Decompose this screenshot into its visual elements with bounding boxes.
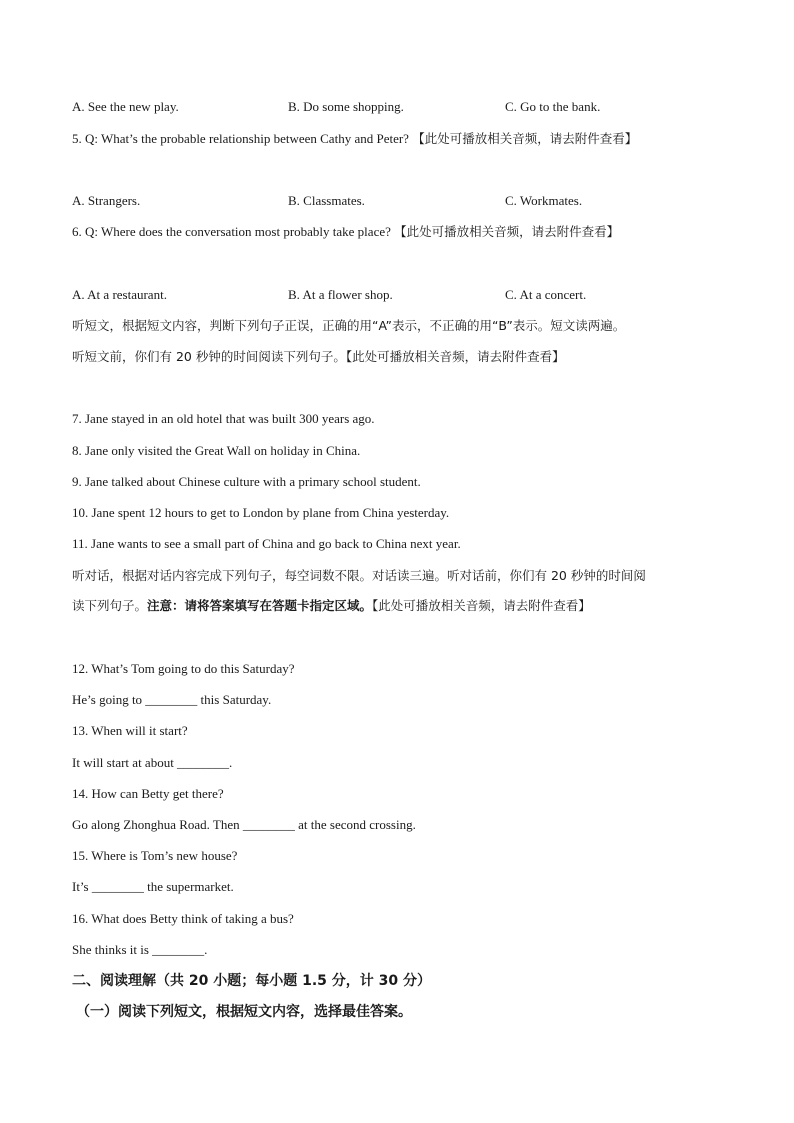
q5-option-a: A. Strangers.: [72, 193, 141, 208]
fill-audio-note: 【此处可播放相关音频，请去附件查看】: [372, 598, 591, 613]
statement-9: 9. Jane talked about Chinese culture with a primary school student.: [72, 474, 421, 489]
fill-instruction-start: 读下列句子。: [72, 598, 148, 613]
fill-instruction-line-2: [72, 598, 591, 614]
question-16: 16. What does Betty think of taking a bus?: [72, 911, 294, 926]
question-12: 12. What’s Tom going to do this Saturday?: [72, 661, 295, 676]
q5-question-text: 5. Q: What’s the probable relationship between Cathy and Peter?: [72, 131, 409, 146]
q5-option-c: C. Workmates.: [505, 193, 583, 208]
q6-option-c: C. At a concert.: [505, 287, 587, 302]
tf-instruction-line-1: 听短文，根据短文内容，判断下列句子正误，正确的用“A”表示，不正确的用“B”表示。短文读两遍。: [72, 318, 626, 333]
q4-option-c: C. Go to the bank.: [505, 99, 601, 114]
statement-8: 8. Jane only visited the Great Wall on holiday in China.: [72, 443, 361, 458]
answer-line-16: She thinks it is ________.: [72, 942, 208, 957]
question-14: 14. How can Betty get there?: [72, 786, 224, 801]
q5-audio-note: 【此处可播放相关音频，请去附件查看】: [412, 131, 638, 146]
q5-question: [72, 131, 637, 147]
q6-option-a: A. At a restaurant.: [72, 287, 167, 302]
question-15: 15. Where is Tom’s new house?: [72, 848, 238, 863]
tf-instruction-line-2: 听短文前，你们有 20 秒钟的时间阅读下列句子。【此处可播放相关音频，请去附件查看】: [72, 349, 565, 364]
q6-options: [72, 287, 732, 303]
q6-audio-note: 【此处可播放相关音频，请去附件查看】: [394, 224, 620, 239]
q4-options: [72, 99, 732, 115]
fill-instruction-line-1: 听对话，根据对话内容完成下列句子，每空词数不限。对话读三遍。听对话前，你们有 20 秒钟的时间阅: [72, 568, 646, 583]
q6-option-b: B. At a flower shop.: [288, 287, 393, 302]
q5-options: [72, 193, 732, 209]
question-13: 13. When will it start?: [72, 723, 188, 738]
q6-question-text: 6. Q: Where does the conversation most probably take place?: [72, 224, 391, 239]
answer-line-14: Go along Zhonghua Road. Then ________ at the second crossing.: [72, 817, 416, 832]
q4-option-b: B. Do some shopping.: [288, 99, 404, 114]
q6-question: [72, 224, 619, 240]
answer-line-13: It will start at about ________.: [72, 755, 233, 770]
q5-option-b: B. Classmates.: [288, 193, 365, 208]
q4-option-a: A. See the new play.: [72, 99, 179, 114]
statement-10: 10. Jane spent 12 hours to get to London by plane from China yesterday.: [72, 505, 450, 520]
answer-line-15: It’s ________ the supermarket.: [72, 879, 234, 894]
section-subtitle-reading: （一）阅读下列短文，根据短文内容，选择最佳答案。: [76, 1004, 412, 1020]
fill-instruction-notice: 注意：请将答案填写在答题卡指定区域。: [147, 598, 373, 613]
statement-11: 11. Jane wants to see a small part of China and go back to China next year.: [72, 536, 461, 551]
statement-7: 7. Jane stayed in an old hotel that was built 300 years ago.: [72, 411, 375, 426]
answer-line-12: He’s going to ________ this Saturday.: [72, 692, 272, 707]
section-title-reading: 二、阅读理解（共 20 小题；每小题 1.5 分，计 30 分）: [72, 973, 432, 989]
